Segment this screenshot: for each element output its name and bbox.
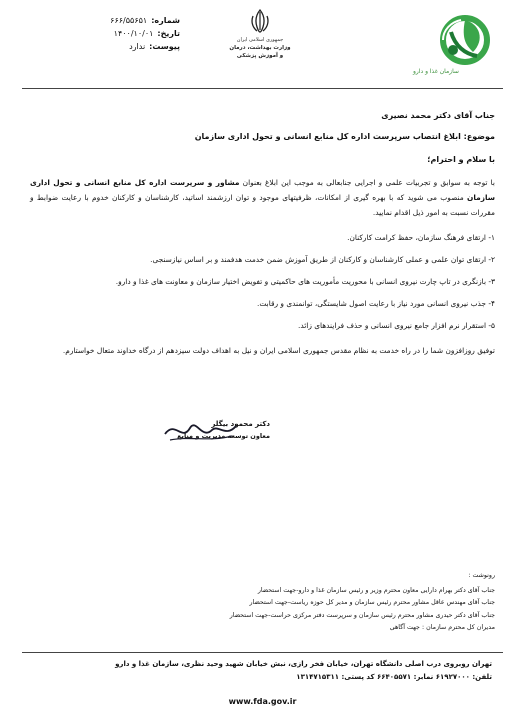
cc-line: مدیران کل محترم سازمان : جهت آگاهی [389,624,495,631]
emblem-line-3: و آموزش پزشکی [236,53,284,59]
duty-item: ۳- بازنگری در تاپ چارت نیروی انسانی با محوریت مأموریت های حاکمیتی و تفویض اختیار سازمان و معاونت های غذا و دارو. [115,277,495,286]
date-label: تاریخ: [157,29,180,38]
fda-logo-icon [425,10,505,70]
duty-item: ۴- جذب نیروی انسانی مورد نیاز با رعایت اصول شایستگی، توانمندی و رقابت. [257,299,495,308]
iran-emblem-icon [249,8,271,34]
ministry-header [215,8,305,60]
number-label: شماره: [151,16,180,25]
cc-title: رونوشت : [468,572,495,579]
greeting: با سلام و احترام؛ [427,155,495,164]
cc-line: جناب آقای دکتر حیدری مشاور محترم رئیس سازمان و سرپرست دفتر مرکزی حراست-جهت استحضار [229,611,495,619]
intro-bold-text: مشاور و سرپرست اداره کل منابع انسانی و تحول اداری سازمان [30,178,495,202]
signature-block [160,420,270,440]
header-divider [22,88,503,89]
handwritten-signature [160,412,240,448]
website-link[interactable]: www.fda.gov.ir [228,697,297,706]
footer [22,658,492,684]
duty-item: ۱- ارتقای فرهنگ سازمان، حفظ کرامت کارکنان. [347,233,495,242]
closing-paragraph: توفیق روزافزون شما را در راه خدمت به نظام مقدس جمهوری اسلامی ایران و نیل به اهداف دولت سیزدهم از درگاه خداوند متعال خواستارم. [62,346,495,355]
fda-logo-tag: سازمان غذا و دارو [413,68,459,75]
intro-rest-text: منصوب می شوید که با بهره گیری از امکانات، ظرفیتهای موجود و توان ارزشمند اساتید، کارشناسان و کارکنان خدوم با رعایت ضوابط و مقررات نسبت به امور ذیل اقدام نمایید. [30,193,495,217]
duty-item: ۲- ارتقای توان علمی و عملی کارشناسان و کارکنان از طریق آموزش ضمن خدمت هدفمند و بر اساس نیازسنجی. [150,255,495,264]
addressee: جناب آقای دکتر محمد نصیری [381,111,495,120]
subject: موضوع: ابلاغ انتصاب سرپرست اداره کل منابع انسانی و تحول اداری سازمان [194,132,495,141]
signatory-title: معاون توسعه مدیریت و منابع [177,432,270,440]
footer-contact: تلفن: ۶۱۹۲۷۰۰۰ نمابر: ۶۶۴۰۵۵۷۱ کد پستی: ۱۳۱۴۷۱۵۳۱۱ [296,673,492,681]
date-row [70,27,180,40]
footer-divider [22,652,503,653]
footer-address: تهران روبروی درب اصلی دانشگاه تهران، خیابان فخر رازی، نبش خیابان شهید وحید نظری، سازمان غذا و دارو [115,660,492,668]
duty-item: ۵- استقرار نرم افزار جامع نیروی انسانی و حذف فرایندهای زائد. [297,321,495,330]
letter-meta [70,14,180,53]
number-value: ۶۶۶/۵۵۶۵۱ [110,16,148,25]
number-row [70,14,180,27]
letter-body [30,108,495,358]
attachment-value: ندارد [129,42,146,51]
intro-text: با توجه به سوابق و تجربیات علمی و اجرایی جنابعالی به موجب این ابلاغ بعنوان [239,178,495,187]
cc-list [30,570,495,635]
date-value: ۱۴۰۰/۱۰/۰۱ [113,29,154,38]
attachment-label: پیوست: [149,42,180,51]
attachment-row [70,40,180,53]
cc-line: جناب آقای دکتر بهرام دارایی معاون محترم وزیر و رئیس سازمان غذا و دارو-جهت استحضار [257,586,495,594]
signatory-name: دکتر محمود بیگلر [211,420,270,428]
emblem-line-2: وزارت بهداشت، درمان [229,45,291,51]
emblem-line-1: جمهوری اسلامی ایران [236,37,284,43]
intro-paragraph [30,175,495,220]
cc-line: جناب آقای مهندس عاقل مشاور محترم رئیس سازمان و مدیر کل حوزه ریاست-جهت استحضار [249,599,495,606]
